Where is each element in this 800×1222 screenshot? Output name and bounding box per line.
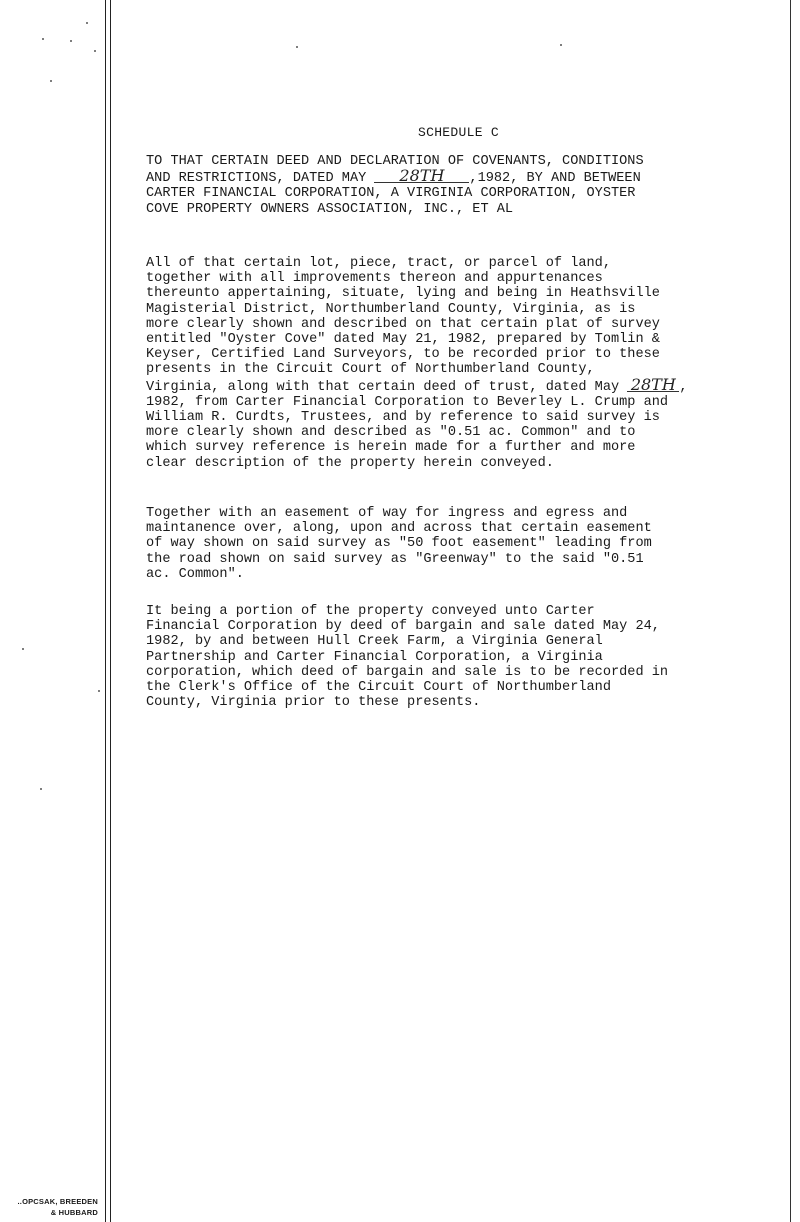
handwritten-date: 28TH [374,169,469,183]
left-margin-rule-inner [110,0,111,1222]
paragraph-line: clear description of the property herein conveyed. [146,455,554,471]
firm-line: & HUBBARD [50,1208,98,1217]
paragraph-line: corporation, which deed of bargain and sale is to be recorded in [146,664,669,680]
law-firm-imprint [2,1196,98,1218]
paragraph-line: 1982, from Carter Financial Corporation to Beverley L. Crump and [146,394,669,410]
paragraph-line: maintanence over, along, upon and across that certain easement [146,521,652,537]
scan-speck [42,38,44,40]
paragraph-line: thereunto appertaining, situate, lying and being in Heathsville [146,286,660,302]
paragraph-line: more clearly shown and described as "0.51 ac. Common" and to [146,425,636,441]
scan-speck [50,80,52,82]
intro-line-text: ,1982, BY AND BETWEEN [469,171,641,187]
scan-speck [94,50,96,52]
intro-block [146,154,786,217]
paragraph-line: All of that certain lot, piece, tract, or parcel of land, [146,256,611,271]
scan-speck [560,44,562,46]
paragraph-line: of way shown on said survey as "50 foot easement" leading from [146,536,652,552]
paragraph-line: the Clerk's Office of the Circuit Court of Northumberland [146,680,611,696]
paragraph-line: presents in the Circuit Court of Northumberland County, [146,362,595,378]
paragraph-line: Financial Corporation by deed of bargain and sale dated May 24, [146,619,660,635]
paragraph-line: Together with an easement of way for ingress and egress and [146,506,628,521]
scan-speck [86,22,88,24]
paragraph-line: the road shown on said survey as "Greenway" to the said "0.51 [146,551,644,567]
easement-paragraph [146,506,796,582]
intro-line-with-date [146,166,786,187]
paragraph-line: William R. Curdts, Trustees, and by reference to said survey is [146,410,660,426]
intro-line: TO THAT CERTAIN DEED AND DECLARATION OF COVENANTS, CONDITIONS [146,154,644,169]
paragraph-line-with-date: Virginia, along with that certain deed of trust, dated May 28TH , [146,374,688,395]
paragraph-line: Magisterial District, Northumberland County, Virginia, as is [146,301,636,317]
paragraph-line: ac. Common". [146,566,244,582]
paragraph-line: entitled "Oyster Cove" dated May 21, 1982, prepared by Tomlin & [146,332,660,348]
property-description-paragraph [146,256,796,471]
paragraph-line: It being a portion of the property conveyed unto Carter [146,604,595,619]
paragraph-line: 1982, by and between Hull Creek Farm, a Virginia General [146,634,603,650]
paragraph-line-text: Virginia, along with that certain deed of trust, dated May [146,379,628,395]
schedule-heading: SCHEDULE C [418,125,500,140]
paragraph-line: which survey reference is herein made for a further and more [146,440,636,456]
scan-speck [22,648,24,650]
intro-line-text: AND RESTRICTIONS, DATED MAY [146,171,375,187]
paragraph-line: together with all improvements thereon and appurtenances [146,271,603,287]
conveyance-paragraph [146,604,796,710]
scan-speck [296,46,298,48]
intro-line: COVE PROPERTY OWNERS ASSOCIATION, INC., ET AL [146,201,514,217]
scan-speck [40,788,42,790]
paragraph-line: more clearly shown and described on that certain plat of survey [146,316,660,332]
paragraph-line: Partnership and Carter Financial Corporation, a Virginia [146,649,603,665]
scan-speck [98,690,100,692]
paragraph-line: Keyser, Certified Land Surveyors, to be recorded prior to these [146,347,660,363]
intro-line: CARTER FINANCIAL CORPORATION, A VIRGINIA CORPORATION, OYSTER [146,186,636,202]
handwritten-date: 28TH [627,378,679,392]
firm-line: ..OPCSAK, BREEDEN [17,1197,98,1206]
paragraph-line: County, Virginia prior to these presents. [146,695,481,711]
left-margin-rule [105,0,106,1222]
scan-speck [70,40,72,42]
